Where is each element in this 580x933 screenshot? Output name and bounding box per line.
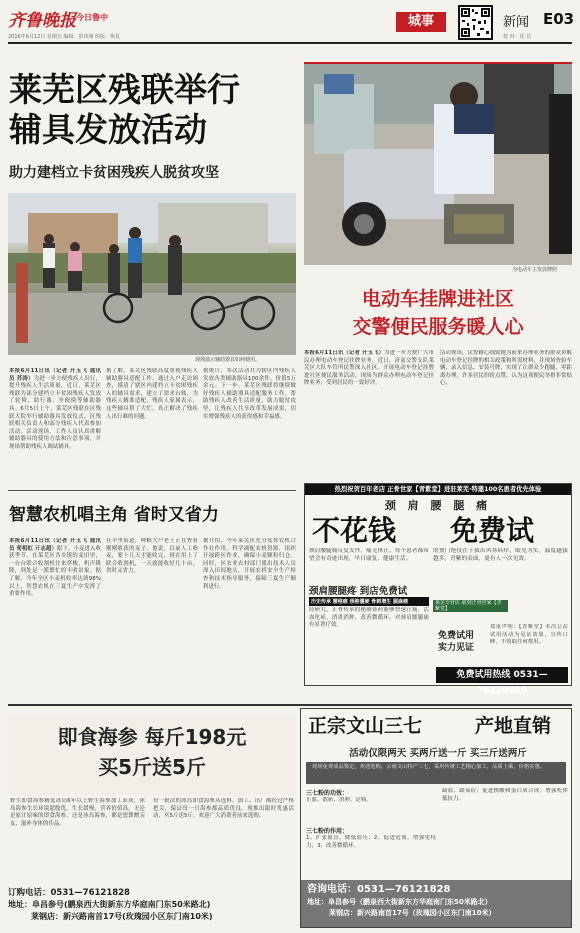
story1-byline: 本报6月11日讯（记者 开玉飞 通讯员 苏涛） (9, 368, 101, 382)
story3-col3: 据介绍，今年莱芜区充分发挥农机合作社作用，科学调配农机资源，组织开展跨区作业，确保小麦颗粒归仓。同时，区农业农村部门派出技术人员深入田间地头，开展农机安全生产检查和技术指导服务，保障三夏生产顺利进行。 (203, 538, 296, 590)
ad-haishen-col2: 每一批次的冰岛即食海参从选料、加工、出厂都经过严格把关，保证每一只海参都品质优良。现推出限时优惠活动，买5斤送5斤，欢迎广大消费者前来选购。 (153, 798, 294, 820)
ad-haishen-addr2: 莱钢店：新兴路南首17号(玫瑰园小区东门南10米) (31, 912, 213, 921)
editor-line: 校 对：崔 昌 (503, 34, 532, 40)
ad-qingzitang-big-left: 不花钱 (312, 514, 397, 547)
ad-qingzitang-small-title: 颈 肩 腰 腿 痛 (384, 499, 492, 512)
ad-sanqi-title-left: 正宗文山三七 (308, 715, 423, 737)
ad-sanqi-addr1: 地址：阜昌参号（鹏泉西大街新东方华庭南门东50米路北） (307, 898, 492, 906)
story1-col1 (9, 368, 101, 486)
ad-qingzitang-lead: 颈肩腰腿痛反复发作，痛无休止。每个患者都希望会有奇迹出现，早日康复、健康生活。 (309, 548, 429, 562)
ad-qingzitang-body: 经研究，正骨传承的秘制膏药能够快速止痛，活血化瘀，消炎消肿，改善微循环，对颈肩腰腿痛有显著疗效。 (309, 607, 429, 629)
ad-sanqi-effects: 止血、散瘀、消肿、定痛。 (306, 797, 372, 803)
ad-haishen-tel: 订购电话：0531—76121828 (8, 888, 130, 898)
story1-headline (9, 70, 240, 150)
ad-sanqi-promo: 活动仅限两天 买两斤送一斤 买三斤送两斤 (349, 748, 527, 759)
story2-photo (304, 64, 572, 265)
qr-code-icon (458, 5, 493, 40)
story2-caption: 为电动车主发放牌照 (512, 267, 558, 273)
story3-col1-text: 眼下，小麦进入收获季节，在莱芜区各乡镇的麦田里，一台台联合收割机往来穿梭，机声隆隆，到处是一派繁忙的丰收景象。据了解，今年全区小麦机收率达到98%以上，智慧农机在三夏生产中发挥了重要作用。 (9, 545, 101, 598)
story3-headline: 智慧农机唱主角 省时又省力 (9, 505, 219, 525)
ad-qingzitang-green-bar: 莱芜专营店 就到正骨世家【青紫堂】 (433, 600, 508, 612)
ad-haishen-addr1: 地址：阜昌参号(鹏泉西大街新东方华庭南门东50米路北) (8, 900, 211, 909)
story1-headline-line2: 辅具发放活动 (9, 110, 207, 149)
ad-qingzitang-sub1: 颈肩腰腿疼 到店免费试 (309, 586, 408, 597)
story2-headline-line1: 电动车挂牌进社区 (361, 288, 514, 310)
story1-col1-text: 为进一步方便残疾人出行，提升残疾人生活质量，近日，莱芜区残联为部分建档立卡贫困残疾人发放了轮椅、助行器、坐便椅等辅助器具。6月5日上午，莱芜区残联在区残联大院举行辅助器具发放仪式，区残联相关负责人和部分残疾人代表参加活动。活动现场，工作人员认真讲解辅助器具的使用方法和注意事项，并现场帮助残疾人调试辅具。 (9, 375, 101, 450)
ad-qingzitang-sub2: 历史传承 腰椎痛 颈椎僵硬 骨刺增生 腿麻痛 (309, 597, 429, 606)
ad-sanqi-contact (301, 880, 571, 927)
ad-divider (8, 704, 572, 706)
story3-col2: 在羊里街道，种粮大户老王正在查看刚刚收获的麦子。他说，以前人工收麦，要十几天才能收完，现在用上了联合收割机，一天就能收好几十亩，省时又省力。 (106, 538, 198, 575)
ad-qingzitang-promo-line1: 免费试用 (438, 631, 475, 641)
story1-col3: 据统计，本次活动共为辖区内残疾人发放各类辅助器具100余件，价值5万余元。下一步，莱芜区残联将继续做好残疾人辅助器具适配服务工作，帮助残疾人改善生活质量，助力脱贫攻坚，让残疾人共享改革发展成果，切实增强残疾人的获得感和幸福感。 (203, 368, 296, 420)
dateline: 2016年6月12日 星期五 编辑：彭伟刚 组版：恢复 (8, 34, 121, 40)
masthead-logo: 齐鲁晚报 (8, 11, 76, 31)
ad-qingzitang-big-right: 免费试 (450, 514, 535, 547)
story2-col1 (304, 350, 434, 468)
ad-sanqi-effects-title: 三七粉的功效： (306, 790, 349, 797)
section-tag: 城事 (396, 12, 446, 32)
ad-qingzitang-hotline: 免费试用热线 0531—76120689 (436, 667, 568, 683)
ad-sanqi-right-text: 缺血、缺氧症；促进核酸和蛋白质合成；增强机体抵抗力。 (442, 788, 568, 802)
ad-qingzitang-notice: 郑重声明：【青紫堂】本次公益试用活动为见证效果，宣传口碑，不收取任何费用。 (490, 624, 568, 646)
page-number: E03 (543, 10, 575, 28)
ad-sanqi-addr2: 莱钢店：新兴路南首17号（玫瑰园小区东门南10米） (329, 909, 496, 917)
section-divider (8, 490, 296, 491)
ad-qingzitang-promo (438, 630, 474, 654)
story1-caption: 现场演示辅助器具如何使用。 (195, 357, 261, 363)
ad-qingzitang-bar: 热烈祝贺百年老店 正骨世家【青紫堂】进驻莱芜·特邀100名患者优先体验 (305, 484, 571, 495)
story1-col2: 据了解，莱芜区残联高度重视残疾人辅助器具适配工作，通过入户走访调查，摸清了辖区内建档立卡贫困残疾人的辅具需求，建立了需求台账，为残疾人精准适配。残疾人家属表示，这些辅具帮了大忙，真正解决了残疾人出行难的问题。 (106, 368, 198, 420)
ad-haishen-col1: 野生即食海参精选冰岛6年以上野生海参加工而成，冰岛海参生长环境超级优，生长缓慢，营养价值高。无论是原汁原味的即食海参，还是冰岛海参，都是您馈赠亲友、滋补身体的佳品。 (10, 798, 145, 827)
story3-byline: 本报6月11日讯（记者 开玉飞 通讯员 荀相虹 亓志超） (9, 538, 101, 552)
ad-sanqi-tel: 咨询电话：0531—76121828 (307, 884, 451, 895)
story2-headline-line2: 交警便民服务暖人心 (352, 316, 524, 338)
story1-headline-line1: 莱芜区残联举行 (9, 70, 240, 109)
ad-sanqi-title-right: 产地直销 (475, 715, 552, 737)
story1-photo (8, 193, 296, 355)
masthead-tagline: 今日鲁中 (76, 13, 108, 22)
story2-col1-text: 为进一步方便广大市民办理电动车登记挂牌业务，近日，济南交警支队莱芜区大队车管所民警深入社区，开展电动车登记挂牌进社区便民服务活动，现场为群众办理电动车登记挂牌业务，受到居民的一致好评。 (304, 350, 434, 387)
ad-sanqi-sub-text: 1、扩张血管，降低血压；2、促进造血，增强免疫力；3、改善微循环。 (306, 835, 436, 849)
news-label: 新闻 (503, 15, 530, 30)
ad-qingzitang-promo-line2: 实力见证 (438, 643, 475, 653)
ad-sanqi-intro: 现场免费成品鉴定，欢迎选购。云南文山特产三七，采用传统工艺精心加工，品质上乘，价格实惠。 (306, 762, 566, 784)
ad-haishen-title (8, 714, 296, 795)
story2-headline (304, 285, 572, 341)
ad-haishen-title-line1: 即食海参 每斤198元 (57, 725, 247, 749)
story3-col1 (9, 538, 101, 678)
ad-qingzitang-side: 的独门绝技在于拔出风寒病痒，眼见为实，温度越拔越多，青紫的表面，更有人一次见效。 (433, 548, 568, 562)
story2-col2: 活动现场，民警耐心细致地为前来办理业务的群众讲解电动车登记挂牌的相关政策和所需材料，并现场查验车辆、录入信息、安装号牌，实现了让群众少跑腿、零距离办理。许多居民纷纷点赞，认为这项便民举措非常贴心。 (440, 350, 572, 387)
story2-byline: 本报6月11日讯（记者 开玉飞） (304, 350, 385, 356)
masthead-rule (8, 42, 572, 44)
ad-haishen-title-line2: 买5斤送5斤 (98, 755, 206, 779)
ad-sanqi-sub-title: 三七粉的作用： (306, 828, 349, 835)
story1-subhead: 助力建档立卡贫困残疾人脱贫攻坚 (9, 165, 219, 181)
